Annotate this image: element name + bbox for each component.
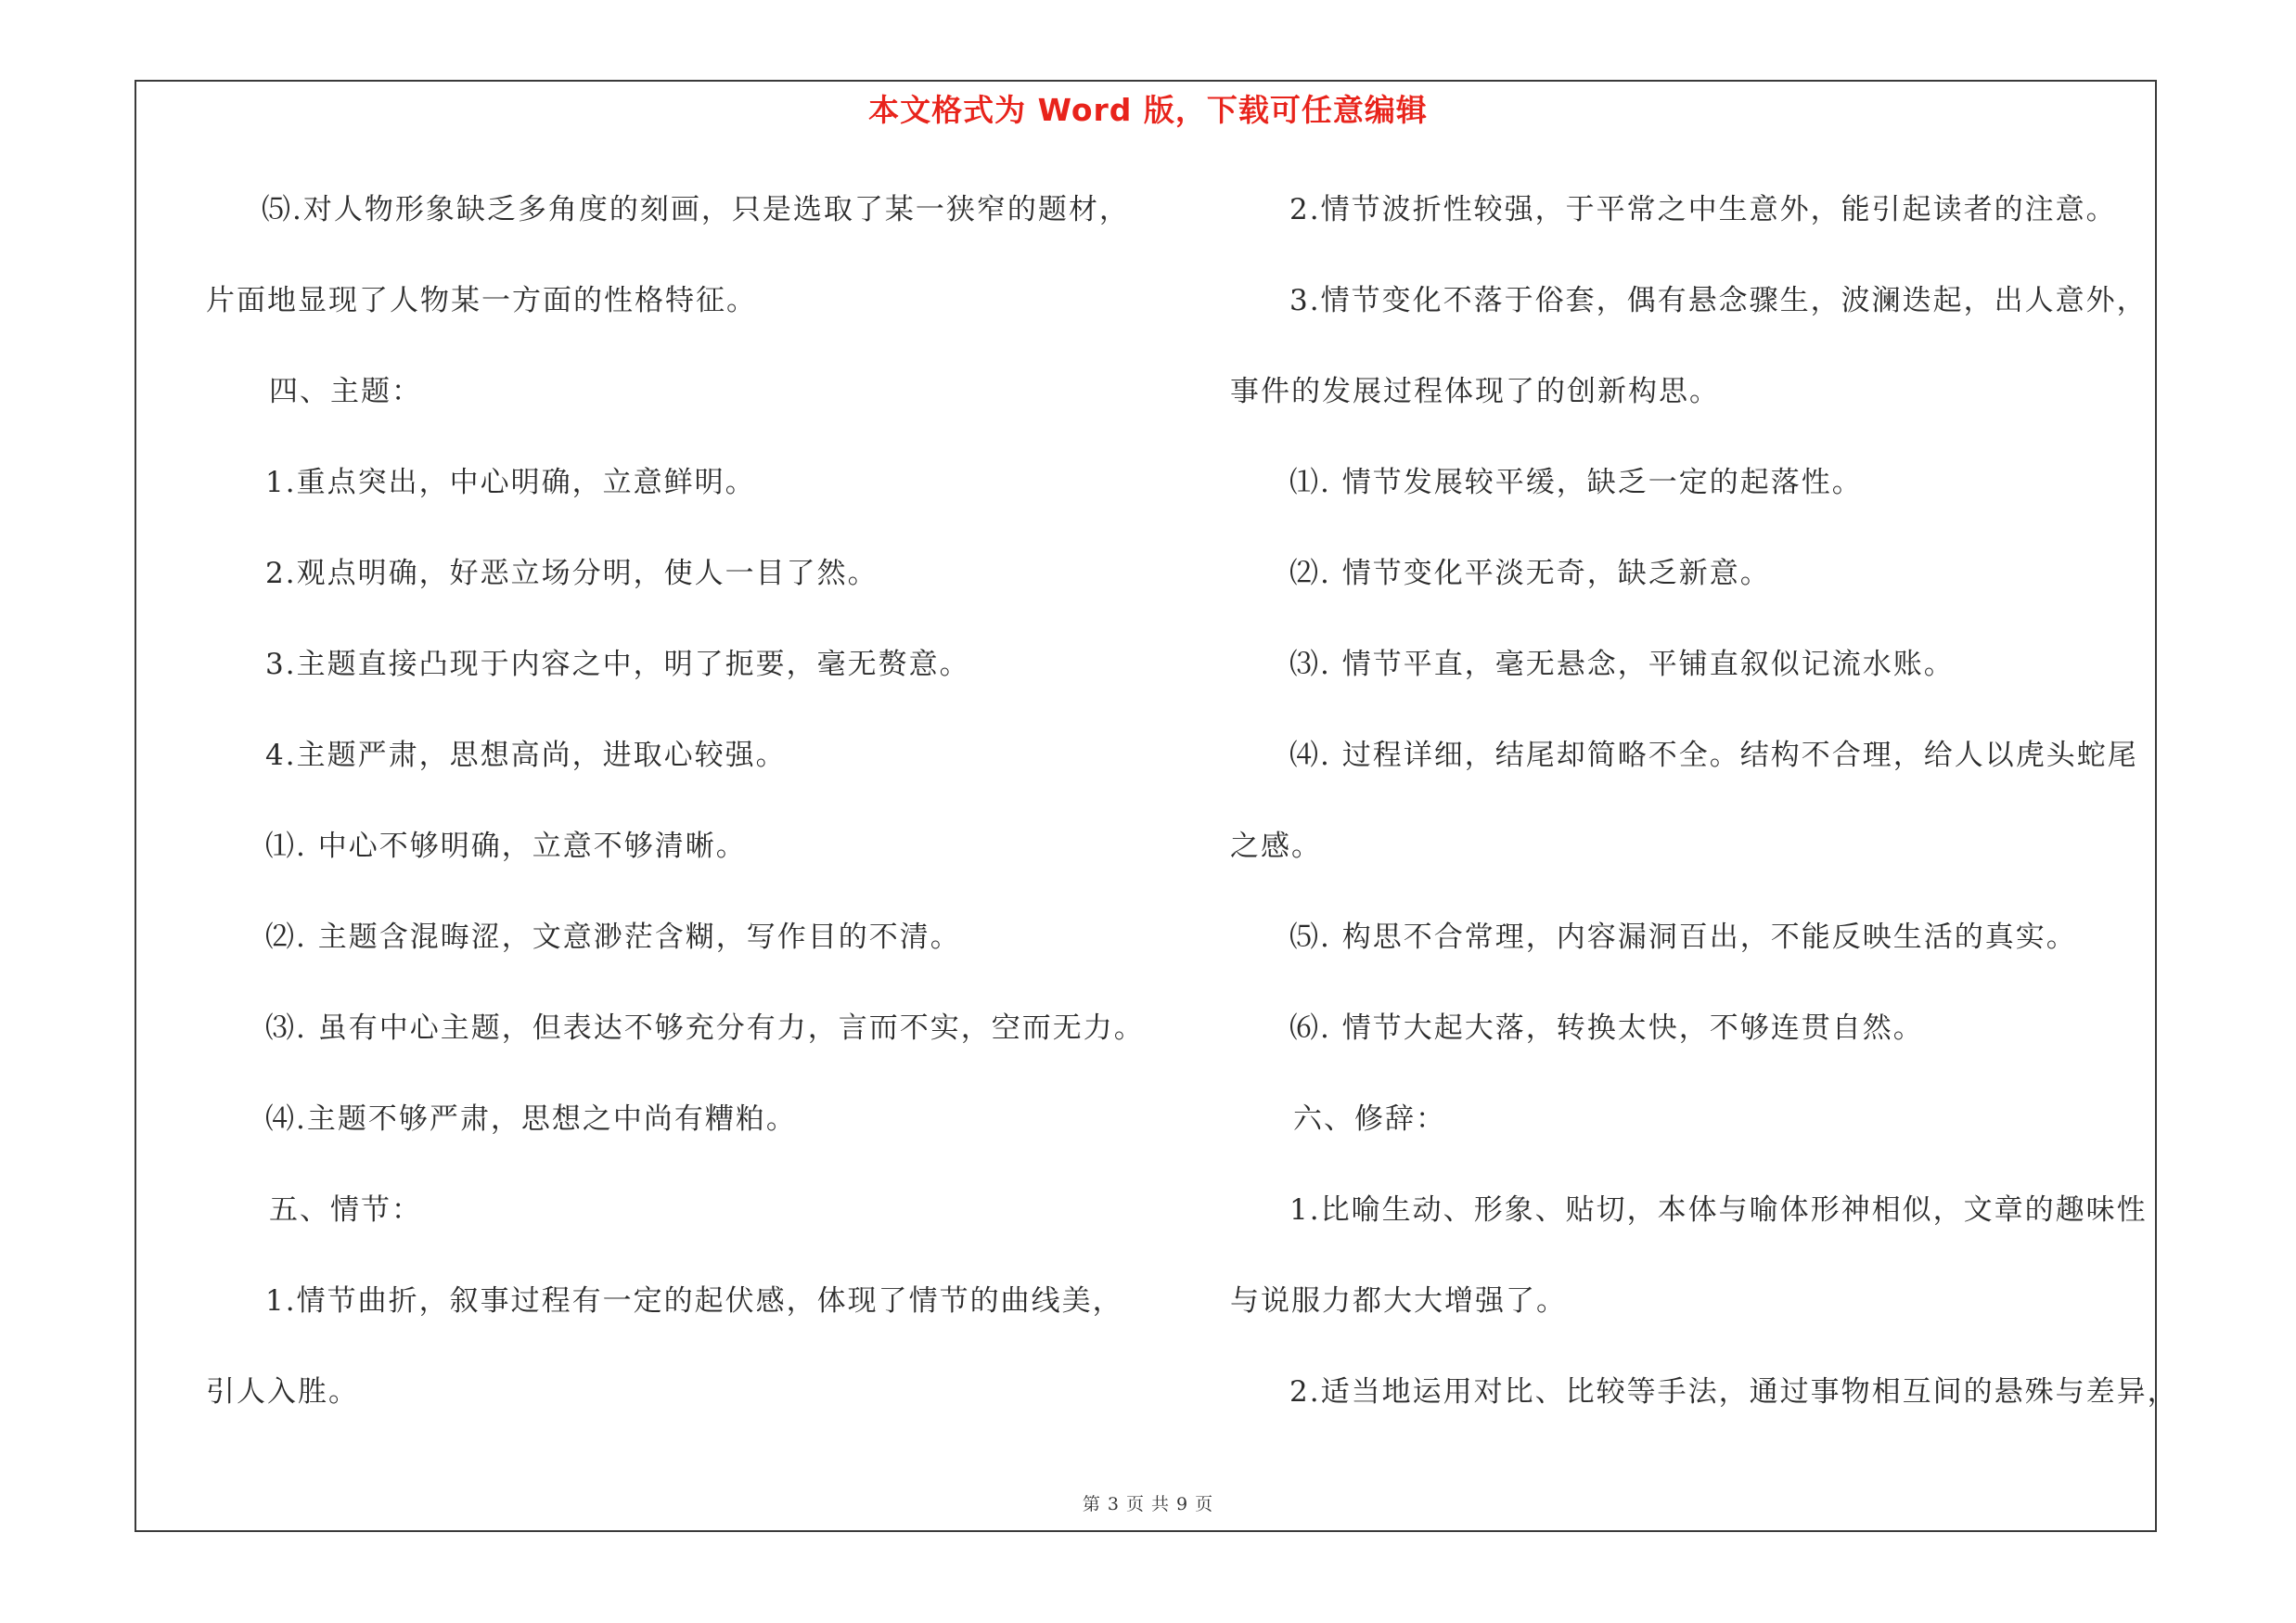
section-heading: 四、主题： bbox=[269, 375, 422, 408]
paragraph-line: 之感。 bbox=[1230, 830, 1322, 863]
format-banner: 本文格式为 Word 版，下载可任意编辑 bbox=[868, 92, 1428, 128]
paragraph-line: ⑶. 虽有中心主题，但表达不够充分有力，言而不实，空而无力。 bbox=[265, 1011, 1145, 1045]
paragraph-line: ⑴. 情节发展较平缓，缺乏一定的起落性。 bbox=[1289, 466, 1863, 499]
paragraph-line: ⑵. 主题含混晦涩，文意渺茫含糊，写作目的不清。 bbox=[265, 921, 961, 954]
paragraph-line: 引人入胜。 bbox=[206, 1375, 359, 1409]
paragraph-line: 事件的发展过程体现了的创新构思。 bbox=[1230, 375, 1720, 408]
paragraph-line: 3.情节变化不落于俗套，偶有悬念骤生，波澜迭起，出人意外， bbox=[1289, 284, 2148, 317]
paragraph-line: ⑸.对人物形象缺乏多角度的刻画，只是选取了某一狭窄的题材， bbox=[262, 193, 1130, 226]
page-number-footer: 第 3 页 共 9 页 bbox=[1082, 1494, 1214, 1514]
paragraph-line: ⑸. 构思不合常理，内容漏洞百出，不能反映生活的真实。 bbox=[1289, 921, 2077, 954]
paragraph-line: 4.主题严肃，思想高尚，进取心较强。 bbox=[265, 739, 787, 772]
paragraph-line: 1.情节曲折，叙事过程有一定的起伏感，体现了情节的曲线美， bbox=[265, 1284, 1123, 1318]
paragraph-line: ⑹. 情节大起大落，转换太快，不够连贯自然。 bbox=[1289, 1011, 1924, 1045]
paragraph-line: 与说服力都大大增强了。 bbox=[1230, 1284, 1567, 1318]
paragraph-line: 1.比喻生动、形象、贴切，本体与喻体形神相似，文章的趣味性 bbox=[1289, 1193, 2148, 1227]
paragraph-line: 3.主题直接凸现于内容之中，明了扼要，毫无赘意。 bbox=[265, 648, 970, 681]
paragraph-line: ⑷.主题不够严肃，思想之中尚有糟粕。 bbox=[265, 1102, 797, 1136]
paragraph-line: 2.适当地运用对比、比较等手法，通过事物相互间的悬殊与差异， bbox=[1289, 1375, 2178, 1409]
paragraph-line: ⑶. 情节平直，毫无悬念，平铺直叙似记流水账。 bbox=[1289, 648, 1955, 681]
paragraph-line: ⑷. 过程详细，结尾却简略不全。结构不合理，给人以虎头蛇尾 bbox=[1289, 739, 2138, 772]
paragraph-line: 2.情节波折性较强，于平常之中生意外，能引起读者的注意。 bbox=[1289, 193, 2117, 226]
paragraph-line: 2.观点明确，好恶立场分明，使人一目了然。 bbox=[265, 557, 879, 590]
paragraph-line: 1.重点突出，中心明确，立意鲜明。 bbox=[265, 466, 756, 499]
section-heading: 六、修辞： bbox=[1293, 1102, 1446, 1136]
paragraph-line: 片面地显现了人物某一方面的性格特征。 bbox=[206, 284, 757, 317]
section-heading: 五、情节： bbox=[269, 1193, 422, 1227]
paragraph-line: ⑵. 情节变化平淡无奇，缺乏新意。 bbox=[1289, 557, 1771, 590]
paragraph-line: ⑴. 中心不够明确，立意不够清晰。 bbox=[265, 830, 747, 863]
